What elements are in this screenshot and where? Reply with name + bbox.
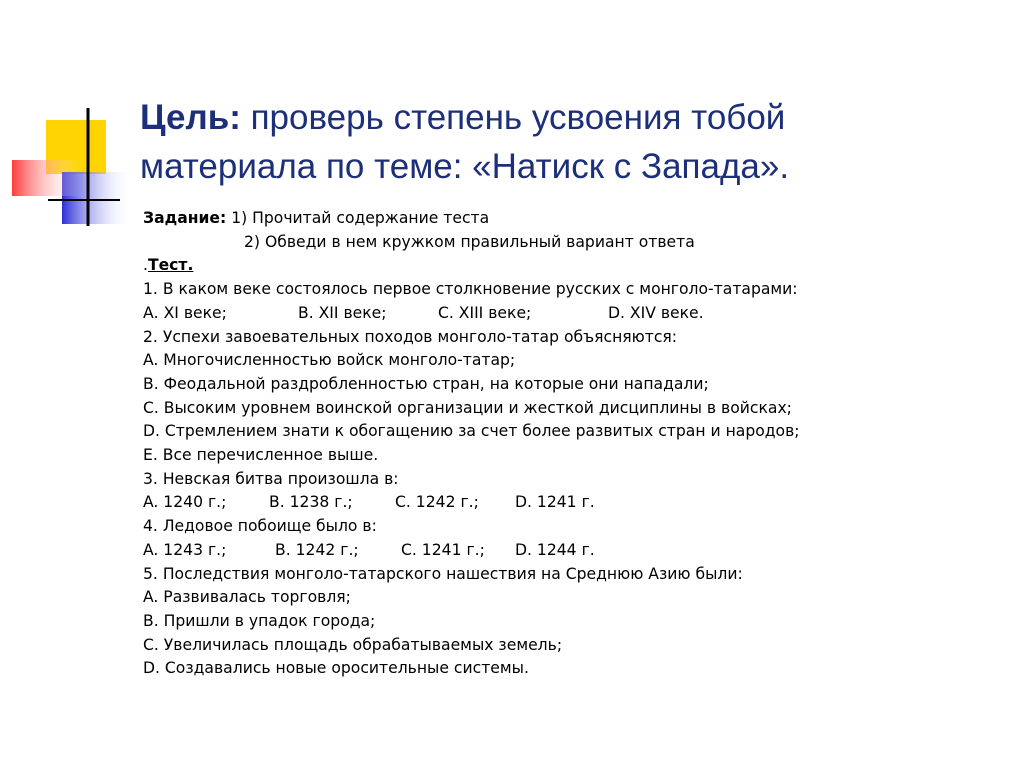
decorative-squares-icon — [0, 0, 140, 240]
question-list — [143, 278, 1003, 681]
answer-option[interactable]: D. Стремлением знати к обогащению за счет более развитых стран и народов; — [143, 422, 800, 441]
question-text: 4. Ледовое побоище было в: — [143, 517, 377, 536]
question-text: 2. Успехи завоевательных походов монголо-татар объясняются: — [143, 327, 678, 346]
answer-option[interactable]: D. 1241 г. — [515, 493, 595, 512]
answer-option[interactable]: B. XII веке; — [298, 303, 387, 322]
answer-option[interactable]: A. Многочисленностью войск монголо-татар; — [143, 351, 516, 370]
answer-options-row — [143, 491, 1003, 515]
title-line-1 — [140, 93, 1000, 142]
logo-red-square — [12, 160, 82, 196]
answer-option[interactable]: B. Пришли в упадок города; — [143, 611, 376, 630]
answer-option[interactable]: D. 1244 г. — [515, 540, 595, 559]
answer-option[interactable]: B. 1242 г.; — [275, 540, 359, 559]
answer-option[interactable]: C. 1241 г.; — [401, 540, 485, 559]
question-text: 5. Последствия монголо-татарского нашествия на Среднюю Азию были: — [143, 564, 743, 583]
test-heading: Тест. — [147, 256, 194, 275]
test-content — [143, 207, 1003, 681]
test-heading-line — [143, 254, 1003, 278]
answer-option[interactable]: B. Феодальной раздробленностью стран, на которые они нападали; — [143, 374, 709, 393]
answer-option[interactable]: C. XIII веке; — [438, 303, 532, 322]
answer-option[interactable]: А. XI веке; — [143, 303, 227, 322]
task-line-2 — [143, 231, 1003, 255]
answer-option[interactable]: B. 1238 г.; — [269, 493, 353, 512]
task-step-2: 2) Обведи в нем кружком правильный вариант ответа — [244, 232, 695, 251]
title-text-1: проверь степень усвоения тобой — [240, 98, 786, 137]
title-line-2: материала по теме: «Натиск с Запада». — [140, 147, 790, 186]
test-prefix: . — [143, 256, 148, 275]
answer-option[interactable]: C. Высоким уровнем воинской организации и жесткой дисциплины в войсках; — [143, 398, 792, 417]
page-title — [140, 93, 1000, 191]
answer-option[interactable]: A. 1243 г.; — [143, 540, 227, 559]
answer-option[interactable]: E. Все перечисленное выше. — [143, 446, 379, 465]
answer-option[interactable]: C. Увеличилась площадь обрабатываемых земель; — [143, 635, 563, 654]
answer-option[interactable]: D. XIV веке. — [608, 303, 704, 322]
answer-options-row — [143, 302, 1003, 326]
task-line-1 — [143, 207, 1003, 231]
answer-option[interactable]: D. Создавались новые оросительные системы. — [143, 659, 529, 678]
decorative-squares-graphic — [0, 0, 140, 240]
answer-option[interactable]: A. Развивалась торговля; — [143, 588, 351, 607]
task-label: Задание: — [143, 209, 227, 227]
answer-option[interactable]: C. 1242 г.; — [395, 493, 479, 512]
task-step-1: 1) Прочитай содержание теста — [226, 209, 490, 227]
answer-options-row — [143, 539, 1003, 563]
question-text: 3. Невская битва произошла в: — [143, 469, 399, 488]
answer-option[interactable]: A. 1240 г.; — [143, 493, 227, 512]
title-label: Цель: — [140, 98, 241, 137]
question-text: 1. В каком веке состоялось первое столкновение русских с монголо-татарами: — [143, 280, 798, 299]
